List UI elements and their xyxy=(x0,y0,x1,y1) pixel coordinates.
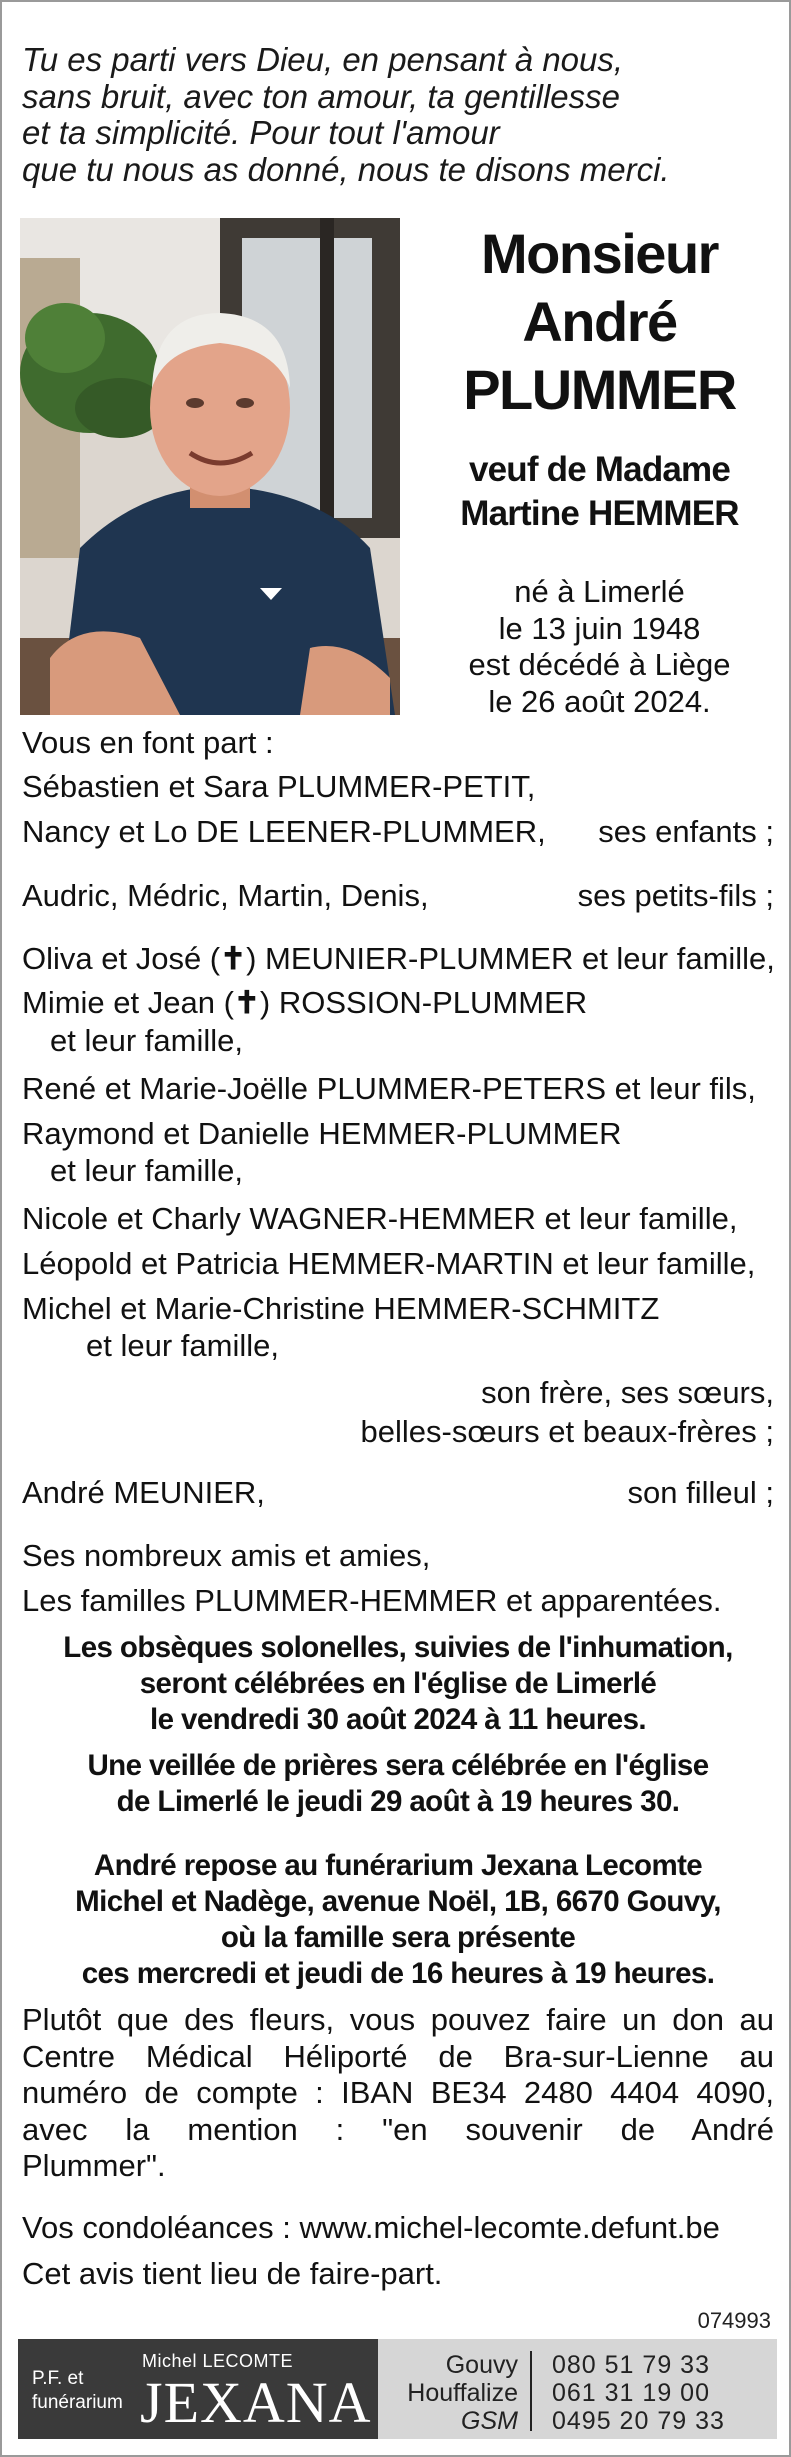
civility: Monsieur xyxy=(481,222,718,285)
family-line: Léopold et Patricia HEMMER-MARTIN et leur famille, xyxy=(22,1246,756,1281)
condolences-link[interactable]: Vos condoléances : www.michel-lecomte.defunt.be xyxy=(22,2210,720,2245)
family-line: Ses nombreux amis et amies, xyxy=(22,1538,431,1573)
birth-date: le 13 juin 1948 xyxy=(498,610,701,646)
poem xyxy=(22,42,782,188)
towns: Gouvy Houffalize GSM xyxy=(407,2351,518,2435)
birth-death xyxy=(412,574,787,720)
relation-role: ses petits-fils ; xyxy=(577,878,774,913)
donation-note: Plutôt que des fleurs, vous pouvez faire un don au Centre Médical Héliporté de Bra-sur-Lienne au numéro de compte : IBAN BE34 2480 4404 4090, avec la mention : "en souvenir de André Plummer". xyxy=(22,2002,774,2183)
widow-of xyxy=(412,448,787,536)
family-line: et leur famille, xyxy=(50,1023,243,1058)
relation-role: son filleul ; xyxy=(627,1475,774,1510)
deceased-block xyxy=(412,220,787,720)
phone-numbers: 080 51 79 33 061 31 19 00 0495 20 79 33 xyxy=(552,2351,725,2435)
family-line: Michel et Marie-Christine HEMMER-SCHMITZ xyxy=(22,1291,660,1326)
birth-place: né à Limerlé xyxy=(514,574,685,609)
family-line: Raymond et Danielle HEMMER-PLUMMER xyxy=(22,1116,622,1151)
poem-line: que tu nous as donné, nous te disons merci. xyxy=(22,150,670,188)
family-line: Les familles PLUMMER-HEMMER et apparentées. xyxy=(22,1583,722,1618)
family-line: et leur famille, xyxy=(86,1328,279,1363)
relation-role: son frère, ses sœurs, xyxy=(481,1375,774,1410)
cross-icon: ✝ xyxy=(220,941,247,976)
family-line: Audric, Médric, Martin, Denis, ses petits-fils ; xyxy=(22,878,774,913)
last-name: PLUMMER xyxy=(463,358,736,421)
family-line xyxy=(22,1413,774,1453)
family-line: Oliva et José (✝) MEUNIER-PLUMMER et leur famille, xyxy=(22,941,775,976)
funeral-announcement: Les obsèques solonelles, suivies de l'inhumation, seront célébrées en l'église de Limerlé le vendredi 30 août 2024 à 11 heures. xyxy=(63,1631,733,1736)
first-name: André xyxy=(522,290,677,353)
brand-logo: JEXANA xyxy=(140,2370,372,2435)
family-line xyxy=(22,1374,774,1414)
poem-line: sans bruit, avec ton amour, ta gentillesse xyxy=(22,77,620,115)
relation-role: belles-sœurs et beaux-frères ; xyxy=(360,1414,774,1449)
poem-line: Tu es parti vers Dieu, en pensant à nous, xyxy=(22,41,624,78)
family-intro: Vous en font part : xyxy=(22,725,274,760)
divider xyxy=(530,2351,532,2431)
vigil-announcement: Une veillée de prières sera célébrée en l'église de Limerlé le jeudi 29 août à 19 heures 30. xyxy=(87,1749,709,1818)
widow-line: veuf de Madame xyxy=(468,450,731,489)
funeral-home-banner xyxy=(18,2339,777,2439)
repose-announcement: André repose au funérarium Jexana Lecomte Michel et Nadège, avenue Noël, 1B, 6670 Gouvy, où la famille sera présente ces mercredi et jeudi de 16 heures à 19 heures. xyxy=(75,1849,721,1990)
family-line: Mimie et Jean (✝) ROSSION-PLUMMER xyxy=(22,985,588,1020)
family-line: René et Marie-Joëlle PLUMMER-PETERS et leur fils, xyxy=(22,1071,756,1106)
family-line: André MEUNIER, son filleul ; xyxy=(22,1475,774,1510)
brand-small: Michel LECOMTE xyxy=(142,2351,294,2371)
notice-text: Cet avis tient lieu de faire-part. xyxy=(22,2256,443,2291)
cross-icon: ✝ xyxy=(233,985,260,1020)
portrait-photo xyxy=(20,218,400,715)
widow-line: Martine HEMMER xyxy=(460,494,739,533)
reference-number: 074993 xyxy=(697,2308,771,2333)
relation-role: ses enfants ; xyxy=(598,814,774,849)
death-place: est décédé à Liège xyxy=(468,647,731,682)
death-date: le 26 août 2024. xyxy=(488,683,711,719)
poem-line: et ta simplicité. Pour tout l'amour xyxy=(22,114,500,151)
family-line: et leur famille, xyxy=(50,1153,243,1188)
family-line: Sébastien et Sara PLUMMER-PETIT, xyxy=(22,769,536,804)
family-line: Nancy et Lo DE LEENER-PLUMMER, ses enfants ; xyxy=(22,814,774,849)
funeral-home-logo: P.F. et funérarium Michel LECOMTE JEXANA xyxy=(18,2339,378,2439)
family-line: Nicole et Charly WAGNER-HEMMER et leur famille, xyxy=(22,1201,738,1236)
